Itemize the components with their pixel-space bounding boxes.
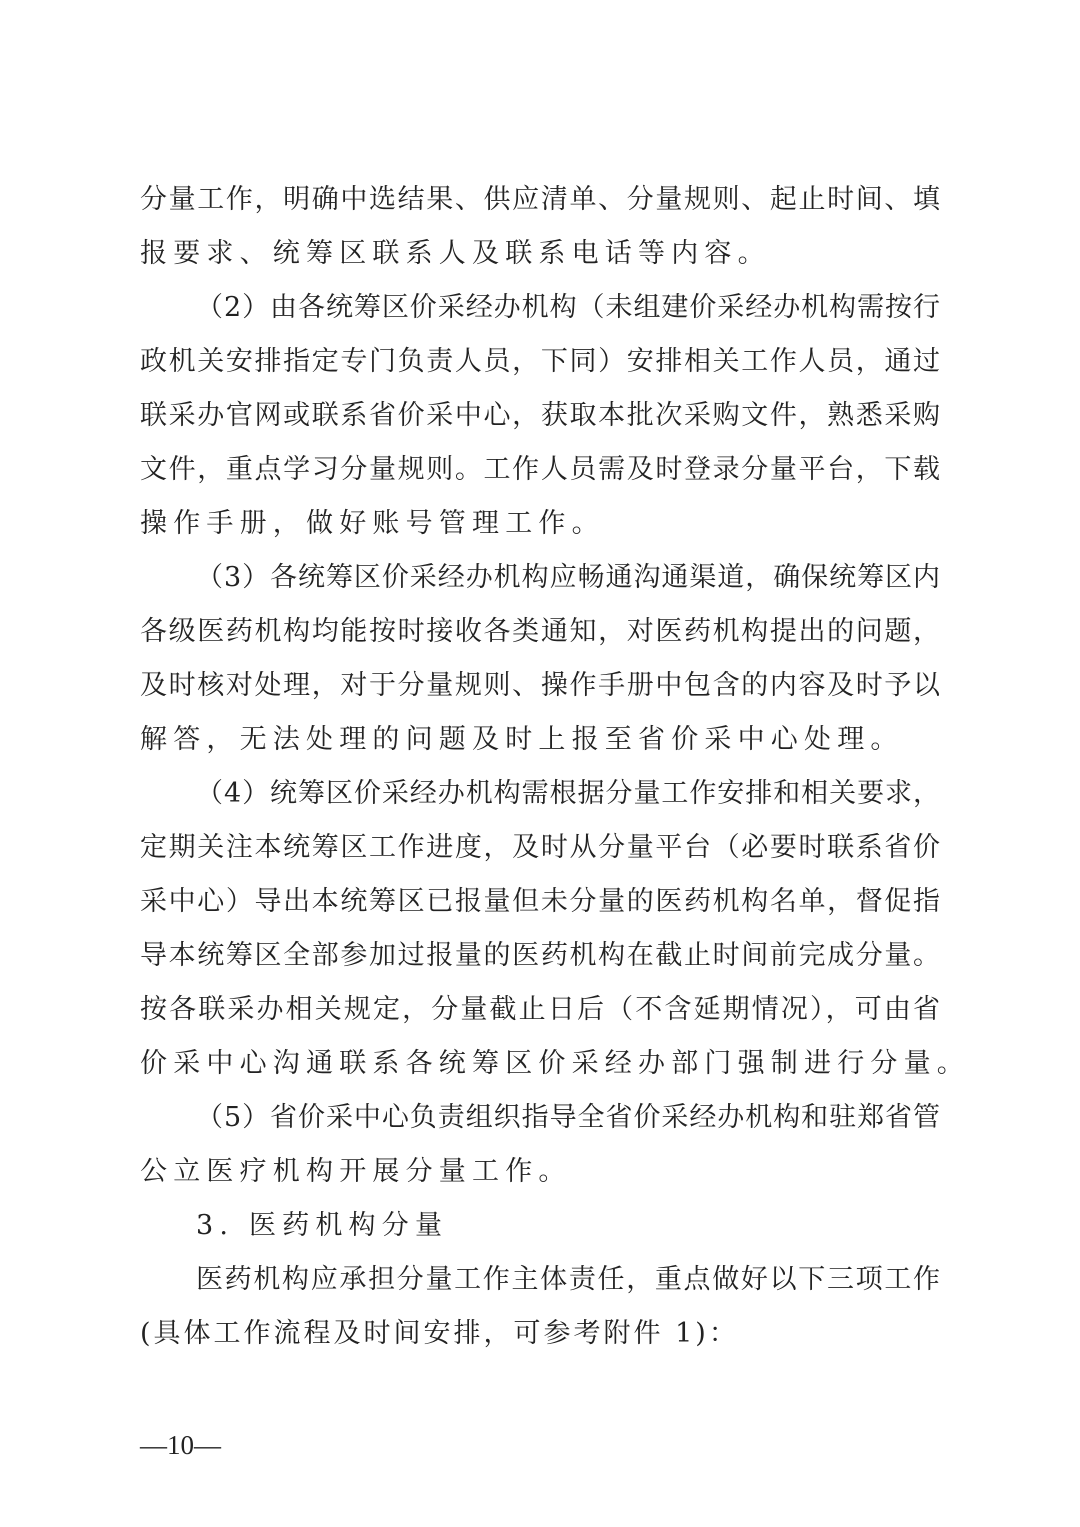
text-line: 各级医药机构均能按时接收各类通知，对医药机构提出的问题， (140, 616, 940, 647)
text-line: (具体工作流程及时间安排，可参考附件 1)： (140, 1318, 739, 1349)
text-line: 价采中心沟通联系各统筹区价采经办部门强制进行分量。 (140, 1048, 970, 1079)
paragraph-start-4: （4）统筹区价采经办机构需根据分量工作安排和相关要求， (196, 778, 940, 809)
text-line: 公立医疗机构开展分量工作。 (140, 1156, 572, 1187)
paragraph-start: 医药机构应承担分量工作主体责任，重点做好以下三项工作 (196, 1264, 940, 1295)
text-line: 导本统筹区全部参加过报量的医药机构在截止时间前完成分量。 (140, 940, 940, 971)
text-line: 解答，无法处理的问题及时上报至省价采中心处理。 (140, 724, 904, 755)
text-line: 政机关安排指定专门负责人员，下同）安排相关工作人员，通过 (140, 346, 940, 377)
page-number: —10— (140, 1430, 221, 1460)
paragraph-start-2: （2）由各统筹区价采经办机构（未组建价采经办机构需按行 (196, 292, 940, 323)
text-line: 分量工作，明确中选结果、供应清单、分量规则、起止时间、填 (140, 184, 940, 215)
section-heading: 3. 医药机构分量 (196, 1210, 449, 1241)
text-line: 按各联采办相关规定，分量截止日后（不含延期情况），可由省 (140, 994, 940, 1025)
text-line: 定期关注本统筹区工作进度，及时从分量平台（必要时联系省价 (140, 832, 940, 863)
text-line: 及时核对处理，对于分量规则、操作手册中包含的内容及时予以 (140, 670, 940, 701)
paragraph-start-3: （3）各统筹区价采经办机构应畅通沟通渠道，确保统筹区内 (196, 562, 940, 593)
paragraph-start-5: （5）省价采中心负责组织指导全省价采经办机构和驻郑省管 (196, 1102, 940, 1133)
text-line: 联采办官网或联系省价采中心，获取本批次采购文件，熟悉采购 (140, 400, 940, 431)
text-line: 报要求、统筹区联系人及联系电话等内容。 (140, 238, 771, 269)
text-line: 文件，重点学习分量规则。工作人员需及时登录分量平台，下载 (140, 454, 940, 485)
text-line: 操作手册，做好账号管理工作。 (140, 508, 605, 539)
text-line: 采中心）导出本统筹区已报量但未分量的医药机构名单，督促指 (140, 886, 940, 917)
